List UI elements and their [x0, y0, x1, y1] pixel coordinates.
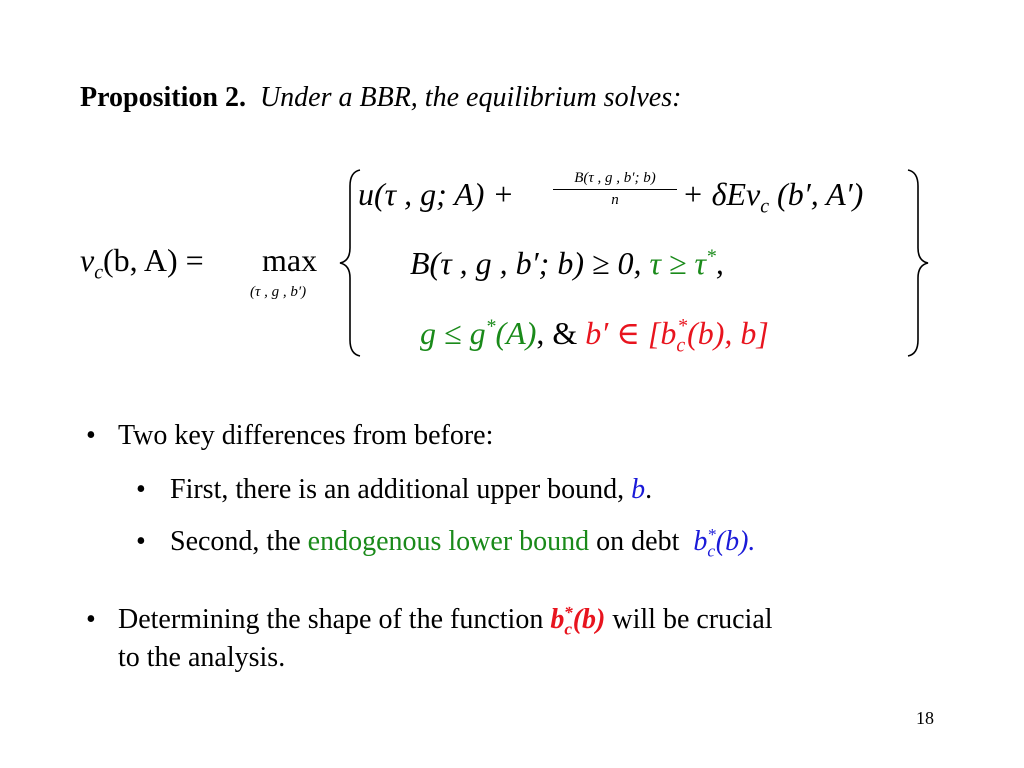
equation-row2 — [410, 245, 724, 282]
bullet-1b-mid: on debt — [596, 526, 680, 557]
bullet-1b-math — [693, 524, 756, 561]
row1-c-text: (b′, A′) — [777, 176, 864, 212]
row2-b-sup: * — [706, 245, 716, 268]
bullet-1b — [170, 524, 756, 561]
frac-denominator: n — [611, 192, 619, 208]
bullet-1b-sup: * — [707, 524, 716, 544]
row2-a: B(τ , g , b′; b) ≥ 0, — [410, 245, 642, 281]
frac-numerator: B(τ , g , b′; b) — [553, 170, 677, 190]
row1-b-text: + δEv — [682, 176, 761, 212]
bullet-1: Two key differences from before: — [118, 420, 494, 451]
bullet-1b-sub: c — [707, 541, 716, 561]
row1-b-sub: c — [760, 195, 770, 218]
row3-green — [420, 315, 536, 351]
equation-row1-a: u(τ , g; A) + — [358, 176, 514, 212]
bullet-2-text: Determining the shape of the function — [118, 604, 544, 635]
bullet-1a-end: . — [645, 474, 653, 505]
bullet-glyph-1a: • — [136, 474, 146, 505]
equation-max-under: (τ , g , b′) — [250, 284, 307, 300]
bullet-2-sub: c — [564, 619, 573, 639]
row2-b-text: τ ≥ τ — [649, 245, 706, 281]
lhs-v: v — [80, 242, 95, 278]
bullet-1b-var: b — [693, 526, 708, 557]
bullet-2-line2: to the analysis. — [118, 642, 286, 673]
row3-b-sub: c — [676, 334, 686, 357]
row3-b-end: (b), b] — [687, 315, 769, 351]
bullet-1a-var: b — [631, 474, 646, 505]
row3-b-sup: * — [677, 315, 688, 338]
equation-row1-b — [682, 176, 864, 218]
row2-b — [650, 245, 716, 281]
bullet-1a — [170, 474, 652, 506]
page-number: 18 — [916, 708, 934, 728]
right-brace — [902, 166, 932, 360]
bullet-2-sup: * — [564, 602, 573, 622]
lhs-args: (b, A) = — [103, 242, 204, 278]
equation-max: max — [262, 242, 318, 278]
bullet-2-line1 — [118, 602, 773, 639]
proposition-statement: Under a BBR, the equilibrium solves: — [259, 82, 682, 113]
equation-lhs — [80, 242, 204, 284]
row3-red — [585, 315, 769, 357]
row3-g: g ≤ g — [420, 315, 486, 351]
row2-c: , — [715, 245, 724, 281]
row3-g-arg: (A) — [495, 315, 537, 351]
proposition-label: Proposition 2. — [80, 82, 246, 113]
proposition-heading — [80, 82, 681, 114]
bullet-glyph-1: • — [86, 420, 96, 451]
equation-row1-frac — [553, 170, 677, 209]
lhs-sub: c — [94, 261, 104, 284]
bullet-2-arg: (b) — [572, 604, 606, 635]
bullet-2-math — [550, 602, 606, 639]
bullet-2-line1-end: will be crucial — [612, 604, 773, 635]
bullet-1b-green: endogenous lower bound — [307, 526, 590, 557]
bullet-1a-text: First, there is an additional upper bound, — [170, 474, 625, 505]
bullet-glyph-2: • — [86, 604, 96, 635]
row3-amp: , & — [536, 315, 578, 351]
bullet-1b-end: (b). — [715, 526, 756, 557]
equation-row3 — [420, 314, 769, 357]
bullet-2-var: b — [550, 604, 565, 635]
bullet-glyph-1b: • — [136, 526, 146, 557]
row3-g-sup: * — [485, 315, 496, 338]
row3-b: b′ ∈ [b — [585, 315, 677, 351]
bullet-1b-text: Second, the — [170, 526, 301, 557]
